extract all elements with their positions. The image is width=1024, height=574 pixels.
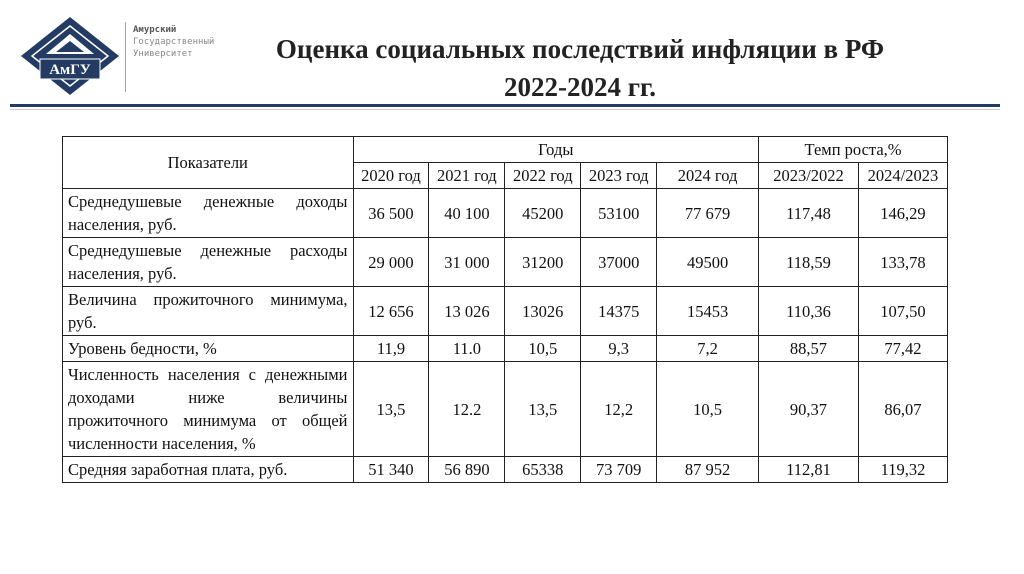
table-cell: 14375 (581, 287, 657, 336)
table-cell: 10,5 (657, 362, 759, 457)
year-col-header: 2024 год (657, 163, 759, 189)
year-col-header: 2023 год (581, 163, 657, 189)
title-line: 2022-2024 гг. (504, 72, 656, 102)
row-label: Среднедушевые денежные доходы населения, руб. (63, 189, 354, 238)
table-cell: 119,32 (858, 457, 947, 483)
row-label: Уровень бедности, % (63, 336, 354, 362)
table-cell: 12.2 (429, 362, 505, 457)
table-cell: 53100 (581, 189, 657, 238)
table-cell: 31200 (505, 238, 581, 287)
table-cell: 133,78 (858, 238, 947, 287)
growth-header: Темп роста,% (759, 137, 948, 163)
table-cell: 13,5 (505, 362, 581, 457)
table-row (63, 362, 948, 457)
header-divider-thin (10, 109, 1000, 110)
row-label: Средняя заработная плата, руб. (63, 457, 354, 483)
table-cell: 29 000 (353, 238, 429, 287)
row-label: Среднедушевые денежные расходы населения, руб. (63, 238, 354, 287)
table-cell: 45200 (505, 189, 581, 238)
table-cell: 117,48 (759, 189, 859, 238)
table-cell: 11,9 (353, 336, 429, 362)
table-row (63, 189, 948, 238)
table-cell: 12,2 (581, 362, 657, 457)
table-cell: 51 340 (353, 457, 429, 483)
year-col-header: 2022 год (505, 163, 581, 189)
table-row (63, 238, 948, 287)
table-cell: 37000 (581, 238, 657, 287)
table-cell: 13 026 (429, 287, 505, 336)
table-cell: 36 500 (353, 189, 429, 238)
logo-abbr: АмГУ (49, 62, 91, 78)
table-cell: 13,5 (353, 362, 429, 457)
years-header: Годы (353, 137, 759, 163)
growth-col-header: 2023/2022 (759, 163, 859, 189)
table-cell: 73 709 (581, 457, 657, 483)
university-logo-icon (20, 16, 120, 96)
table-cell: 107,50 (858, 287, 947, 336)
table-cell: 13026 (505, 287, 581, 336)
table-cell: 86,07 (858, 362, 947, 457)
table-cell: 31 000 (429, 238, 505, 287)
table-cell: 77,42 (858, 336, 947, 362)
table-cell: 146,29 (858, 189, 947, 238)
growth-col-header: 2024/2023 (858, 163, 947, 189)
year-col-header: 2021 год (429, 163, 505, 189)
table-cell: 112,81 (759, 457, 859, 483)
table-cell: 77 679 (657, 189, 759, 238)
table-cell: 15453 (657, 287, 759, 336)
university-logo (20, 16, 120, 96)
table-cell: 90,37 (759, 362, 859, 457)
table-cell: 7,2 (657, 336, 759, 362)
table-cell: 40 100 (429, 189, 505, 238)
indicator-header: Показатели (63, 137, 354, 189)
org-name-line: Университет (133, 49, 193, 59)
table-cell: 12 656 (353, 287, 429, 336)
header-divider (10, 104, 1000, 107)
title-line: Оценка социальных последствий инфляции в РФ (275, 34, 885, 64)
row-label: Величина прожиточного минимума, руб. (63, 287, 354, 336)
org-name-line: Государственный (133, 37, 215, 47)
table-cell: 10,5 (505, 336, 581, 362)
row-label: Численность населения с денежными доходами ниже величины прожиточного минимума от общей численности населения, % (63, 362, 354, 457)
table-cell: 110,36 (759, 287, 859, 336)
table-cell: 56 890 (429, 457, 505, 483)
page-title (200, 30, 960, 106)
table-cell: 65338 (505, 457, 581, 483)
inflation-table (62, 136, 948, 483)
org-name-line: Амурский (133, 25, 177, 35)
table-cell: 118,59 (759, 238, 859, 287)
table-cell: 88,57 (759, 336, 859, 362)
year-col-header: 2020 год (353, 163, 429, 189)
table-cell: 9,3 (581, 336, 657, 362)
table-cell: 49500 (657, 238, 759, 287)
table-cell: 87 952 (657, 457, 759, 483)
logo-divider (125, 22, 126, 92)
table-row (63, 336, 948, 362)
table-cell: 11.0 (429, 336, 505, 362)
table-row (63, 287, 948, 336)
table-row (63, 457, 948, 483)
